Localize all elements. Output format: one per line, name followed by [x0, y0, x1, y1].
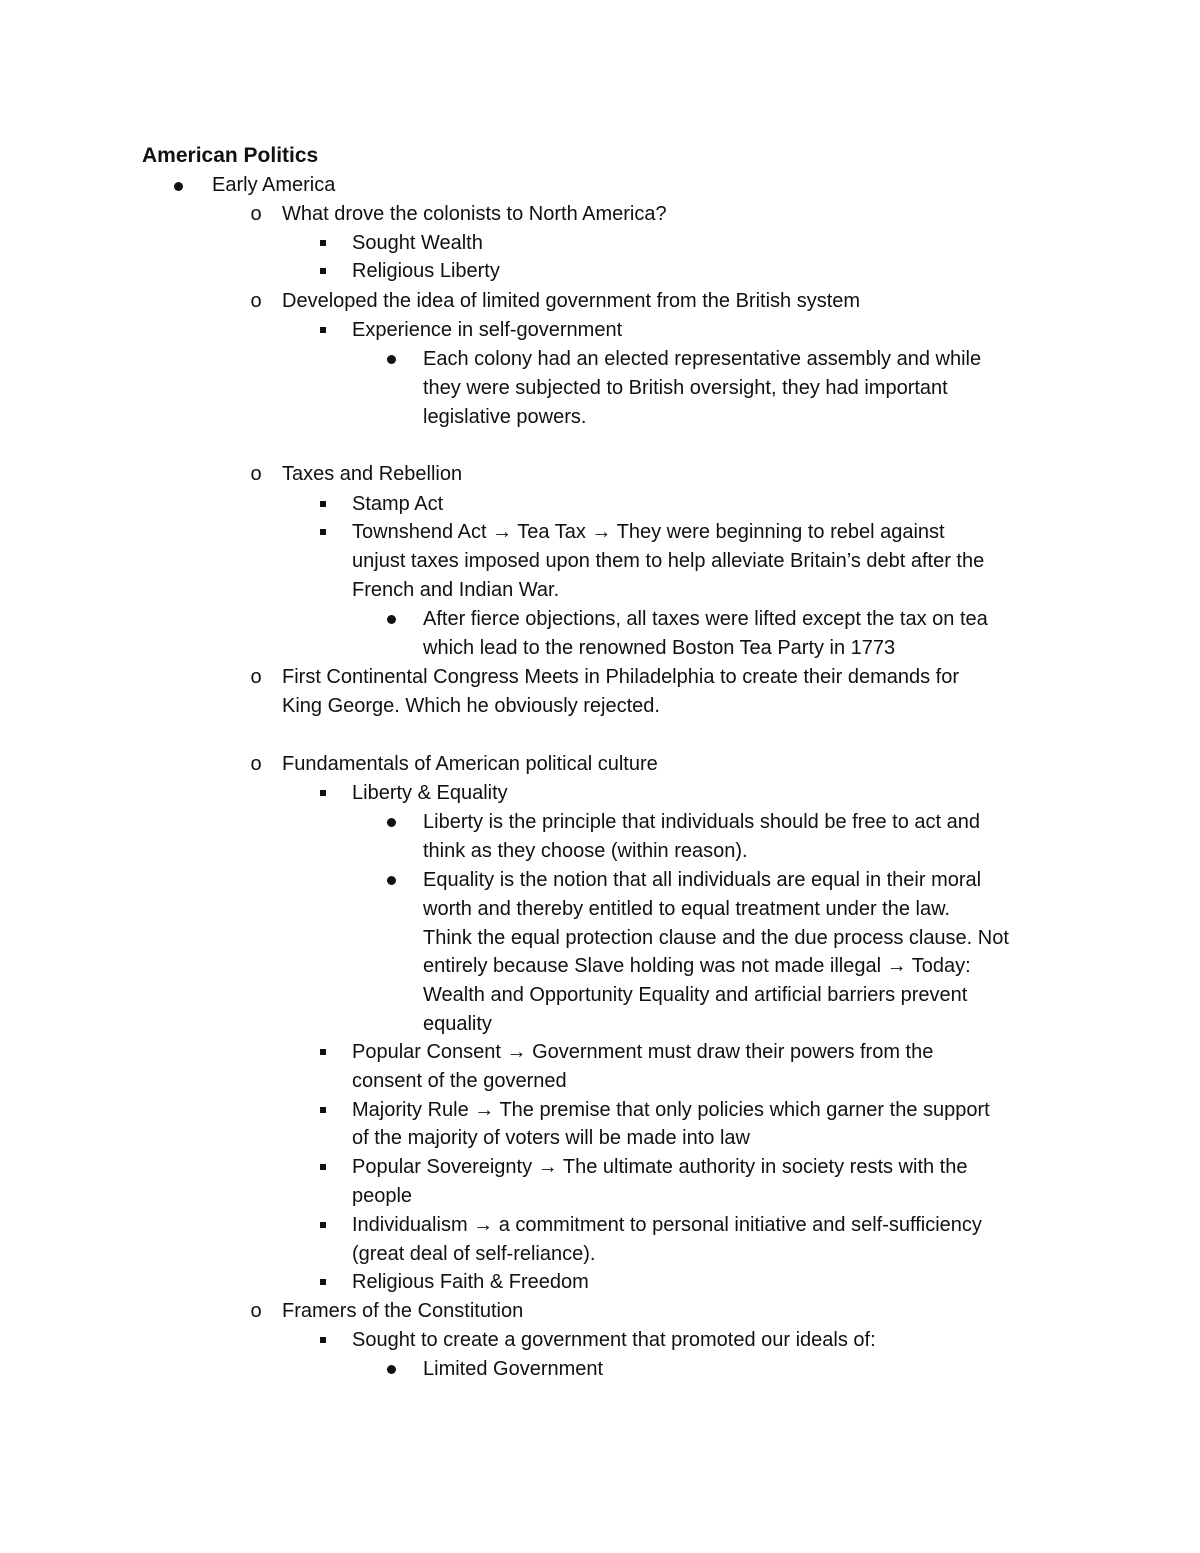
- bullet-circle-icon: o: [250, 463, 262, 485]
- bullet-square-icon: [320, 501, 326, 507]
- list-item-after-line2: which lead to the renowned Boston Tea Party in 1773: [423, 637, 896, 659]
- bullet-square-icon: [320, 1107, 326, 1113]
- bullet-disc-icon: [387, 1365, 396, 1374]
- bullet-disc-icon: [387, 876, 396, 885]
- bullet-circle-icon: o: [250, 203, 262, 225]
- list-item-equality-line2: worth and thereby entitled to equal treatment under the law.: [423, 898, 951, 920]
- list-item-what-drove: What drove the colonists to North America?: [282, 203, 667, 225]
- list-item-equality-line6: equality: [423, 1013, 492, 1035]
- list-item-sovereignty-line2: people: [352, 1185, 413, 1207]
- bullet-square-icon: [320, 268, 326, 274]
- list-item-stamp-act: Stamp Act: [352, 493, 444, 515]
- list-item-early-america: Early America: [212, 174, 336, 196]
- list-item-after-line1: After fierce objections, all taxes were lifted except the tax on tea: [423, 608, 988, 630]
- bullet-disc-icon: [387, 615, 396, 624]
- bullet-disc-icon: [174, 182, 183, 191]
- list-item-equality-line5: Wealth and Opportunity Equality and artificial barriers prevent: [423, 984, 968, 1006]
- list-item-fundamentals: Fundamentals of American political culture: [282, 753, 658, 775]
- bullet-circle-icon: o: [250, 1300, 262, 1322]
- list-item-liberty-line2: think as they choose (within reason).: [423, 840, 748, 862]
- bullet-square-icon: [320, 529, 326, 535]
- list-item-sought-wealth: Sought Wealth: [352, 232, 483, 254]
- list-item-townshend-line2: unjust taxes imposed upon them to help alleviate Britain’s debt after the: [352, 550, 985, 572]
- bullet-square-icon: [320, 1337, 326, 1343]
- list-item-each-colony-line1: Each colony had an elected representative assembly and while: [423, 348, 982, 370]
- bullet-square-icon: [320, 1049, 326, 1055]
- bullet-square-icon: [320, 327, 326, 333]
- list-item-sought-create: Sought to create a government that promoted our ideals of:: [352, 1329, 876, 1351]
- bullet-disc-icon: [387, 355, 396, 364]
- list-item-liberty-line1: Liberty is the principle that individuals should be free to act and: [423, 811, 981, 833]
- bullet-square-icon: [320, 790, 326, 796]
- list-item-each-colony-line2: they were subjected to British oversight, they had important: [423, 377, 948, 399]
- list-item-popular-consent-line1: Popular Consent → Government must draw their powers from the: [352, 1041, 934, 1063]
- list-item-equality-line4: entirely because Slave holding was not made illegal → Today:: [423, 955, 971, 977]
- list-item-sovereignty-line1: Popular Sovereignty → The ultimate authority in society rests with the: [352, 1156, 968, 1178]
- bullet-square-icon: [320, 1164, 326, 1170]
- bullet-square-icon: [320, 240, 326, 246]
- list-item-first-congress-line1: First Continental Congress Meets in Philadelphia to create their demands for: [282, 666, 960, 688]
- list-item-first-congress-line2: King George. Which he obviously rejected.: [282, 695, 660, 717]
- list-item-experience: Experience in self-government: [352, 319, 623, 341]
- list-item-framers: Framers of the Constitution: [282, 1300, 524, 1322]
- bullet-circle-icon: o: [250, 666, 262, 688]
- list-item-each-colony-line3: legislative powers.: [423, 406, 587, 428]
- list-item-individualism-line2: (great deal of self-reliance).: [352, 1243, 596, 1265]
- document-title: American Politics: [142, 144, 319, 167]
- list-item-majority-line2: of the majority of voters will be made into law: [352, 1127, 750, 1149]
- list-item-townshend-line1: Townshend Act → Tea Tax → They were beginning to rebel against: [352, 521, 945, 543]
- list-item-religious-liberty: Religious Liberty: [352, 260, 500, 282]
- bullet-square-icon: [320, 1279, 326, 1285]
- bullet-disc-icon: [387, 818, 396, 827]
- list-item-equality-line1: Equality is the notion that all individuals are equal in their moral: [423, 869, 982, 891]
- bullet-square-icon: [320, 1222, 326, 1228]
- list-item-liberty-equality: Liberty & Equality: [352, 782, 508, 804]
- list-item-townshend-line3: French and Indian War.: [352, 579, 560, 601]
- list-item-religious-faith: Religious Faith & Freedom: [352, 1271, 589, 1293]
- bullet-circle-icon: o: [250, 290, 262, 312]
- list-item-equality-line3: Think the equal protection clause and the due process clause. Not: [423, 927, 1009, 949]
- bullet-circle-icon: o: [250, 753, 262, 775]
- list-item-taxes: Taxes and Rebellion: [282, 463, 463, 485]
- list-item-majority-line1: Majority Rule → The premise that only policies which garner the support: [352, 1099, 990, 1121]
- list-item-limited-government: Limited Government: [423, 1358, 604, 1380]
- list-item-popular-consent-line2: consent of the governed: [352, 1070, 567, 1092]
- list-item-developed: Developed the idea of limited government from the British system: [282, 290, 861, 312]
- list-item-individualism-line1: Individualism → a commitment to personal initiative and self-sufficiency: [352, 1214, 982, 1236]
